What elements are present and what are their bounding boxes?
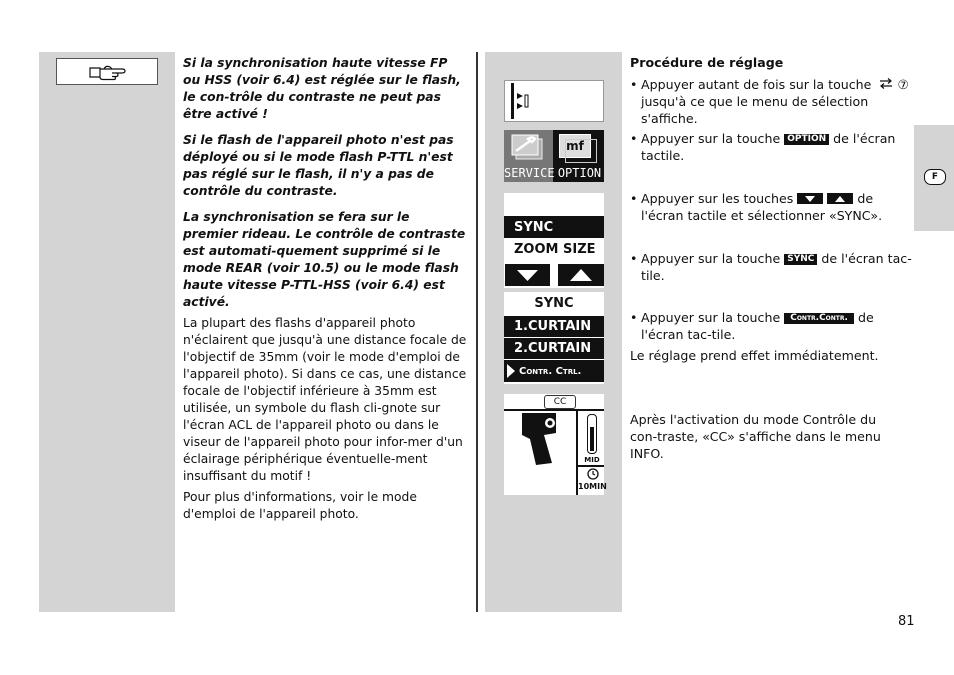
option-icon-text: mf <box>566 139 584 153</box>
triangle-up-icon <box>558 264 604 286</box>
triangle-up-icon <box>827 193 853 204</box>
service-option-screen <box>504 130 604 182</box>
arrow-down-button[interactable] <box>505 264 550 286</box>
language-label: F <box>931 172 939 182</box>
sync-title <box>504 292 604 314</box>
option-button[interactable] <box>555 130 604 182</box>
step-3-text-a: Appuyer sur les touches <box>641 191 794 206</box>
after-text: Après l'activation du mode Contrôle du con-traste, «CC» s'affiche dans le menu INFO. <box>630 412 881 461</box>
step-4 <box>630 250 913 284</box>
step-1 <box>630 76 916 127</box>
sync-chip: SYNC <box>784 254 817 265</box>
step-3-text-b: de l'écran tactile et sélectionner «SYNC». <box>641 191 883 223</box>
option-label: OPTION <box>557 166 602 180</box>
flash-mode-icon <box>509 81 537 121</box>
step-1-text-a: Appuyer autant de fois sur la touche <box>641 77 872 92</box>
page-number: 81 <box>898 614 915 629</box>
sync-menu-label: SYNC <box>514 219 554 235</box>
flash-display-top <box>504 80 604 122</box>
arrow-up-button[interactable] <box>558 264 604 286</box>
note-warning-2: Si le flash de l'appareil photo n'est pas déployé ou si le mode flash P-TTL n'est pas réglé sur le flash, il n'y a pas de contrôle du contraste. <box>183 133 454 198</box>
step-1-key-number: ⑦ <box>897 77 909 92</box>
triangle-down-icon <box>797 193 823 204</box>
triangle-down-icon <box>505 264 550 286</box>
sync-title-label: SYNC <box>534 295 574 311</box>
effect-text: Le réglage prend effet immédiatement. <box>630 348 879 363</box>
option-chip: OPTION <box>784 134 829 145</box>
option-icon-back <box>565 139 597 163</box>
step-5-text-b: de l'écran tac-tile. <box>641 310 874 342</box>
cc-label: CC <box>553 397 567 407</box>
curtain-1-label: 1.CURTAIN <box>514 319 592 334</box>
mid-label: MID <box>584 456 600 464</box>
zoom-size-label: ZOOM SIZE <box>514 241 596 257</box>
wrench-icon <box>508 133 548 163</box>
step-5-text-a: Appuyer sur la touche <box>641 310 781 325</box>
cc-indicator <box>544 395 576 409</box>
down-chip <box>797 193 823 204</box>
info-divider-h2 <box>576 465 604 467</box>
procedure-section <box>630 0 915 675</box>
language-side-tab <box>914 125 954 231</box>
curtain-1-button[interactable] <box>504 316 604 337</box>
sync-menu-item[interactable] <box>504 216 604 238</box>
note-warning-1: Si la synchronisation haute vitesse FP ou HSS (voir 6.4) est réglée sur le flash, le con-trôle du contraste ne peut pas être activé ! <box>183 56 461 121</box>
step-5 <box>630 309 911 343</box>
step-4-text-b: de l'écran tac-tile. <box>641 251 912 283</box>
swap-arrows-icon <box>879 78 893 89</box>
step-2-text-b: de l'écran tactile. <box>641 131 896 163</box>
curtain-2-label: 2.CURTAIN <box>514 341 592 356</box>
curtain-2-button[interactable] <box>504 338 604 359</box>
zoom-size-menu-item[interactable] <box>504 239 604 259</box>
note-text <box>183 55 468 532</box>
note-body-2: Pour plus d'informations, voir le mode d'emploi de l'appareil photo. <box>183 490 417 521</box>
step-2 <box>630 130 911 164</box>
step-2-text-a: Appuyer sur la touche <box>641 131 781 146</box>
note-body-1: La plupart des flashs d'appareil photo n'éclairent que jusqu'à une distance focale de l'objectif de 35mm (voir le mode d'emploi de l'appareil photo). Si dans ce cas, une distance focale de l'objectif inférieure à 35mm est utilisée, un symbole du flash cli-gnote sur l'écran ACL de l'appareil photo ou dans le viseur de l'appareil photo pour infor-mer d'un éclairage périphérique éventuelle-ment insuffisant du motif ! <box>183 316 467 483</box>
step-3 <box>630 190 913 224</box>
level-bar <box>587 414 597 454</box>
contrast-control-button[interactable] <box>504 360 604 382</box>
up-chip <box>827 193 853 204</box>
pointing-hand-icon <box>86 63 128 81</box>
procedure-title: Procédure de réglage <box>630 55 784 70</box>
column-divider <box>476 52 478 612</box>
note-sidebar <box>39 52 175 612</box>
flash-head-icon <box>522 411 572 471</box>
service-label: SERVICE <box>504 166 555 180</box>
service-button[interactable] <box>504 130 553 182</box>
contr-chip: Contr.Contr. <box>784 313 854 324</box>
contrast-control-label: Contr. Ctrl. <box>519 365 582 377</box>
note-warning-3: La synchronisation se fera sur le premier rideau. Le contrôle de contraste est automati-quement supprimé si le mode REAR (voir 10.5) ou le mode flash haute vitesse P-TTL-HSS (voir 6.4) est activé. <box>183 210 466 309</box>
note-marker-box <box>56 58 158 85</box>
step-4-text-a: Appuyer sur la touche <box>641 251 781 266</box>
step-1-text-b: jusqu'à ce que le menu de sélection s'affiche. <box>641 94 869 126</box>
info-screen <box>504 394 607 495</box>
language-badge <box>924 169 946 185</box>
selected-arrow-icon <box>507 364 515 378</box>
timer-icon <box>587 468 599 480</box>
level-bar-fill <box>590 427 594 451</box>
timer-label: 10MIN <box>578 482 607 491</box>
